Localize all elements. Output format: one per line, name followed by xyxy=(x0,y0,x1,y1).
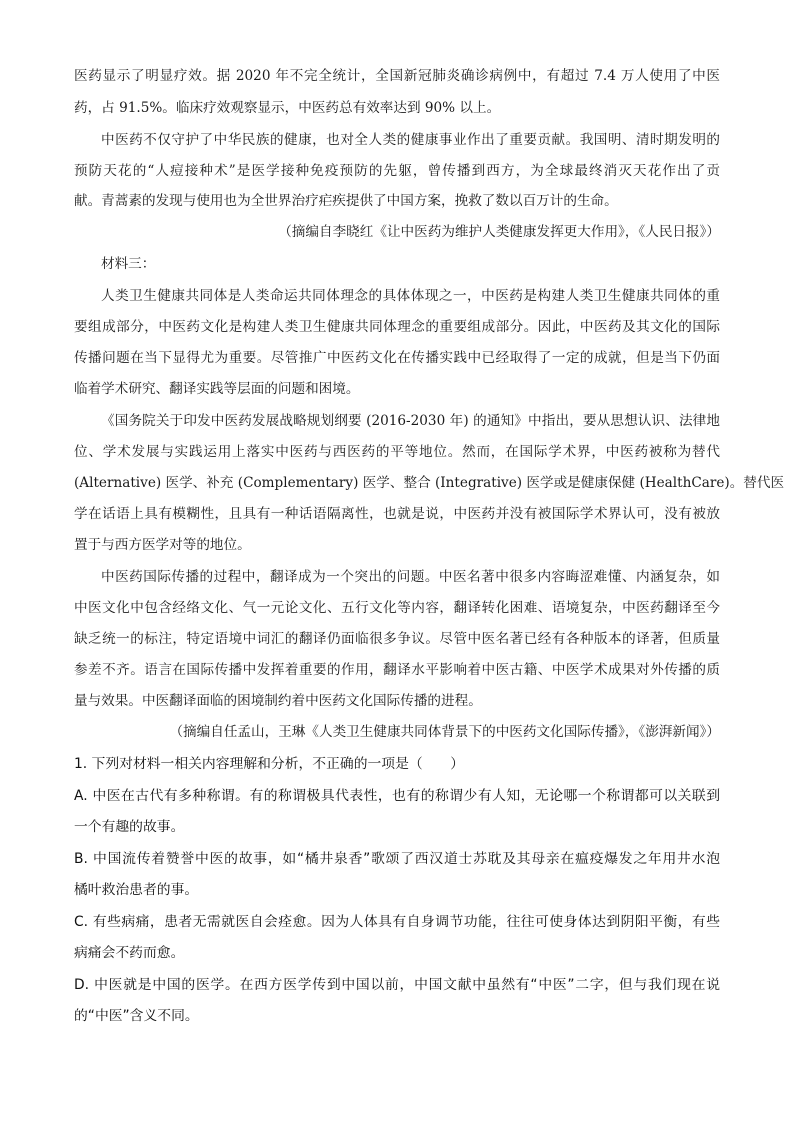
option-d-line1: D. 中医就是中国的医学。在西方医学传到中国以前，中国文献中虽然有“中医”二字，但与我们现在说 xyxy=(74,977,720,993)
material3-p2-line2: 位、学术发展与实践运用上落实中医药与西医药的平等地位。然而，在国际学术界，中医药被称为替代 xyxy=(74,444,720,460)
material3-p1-line2: 要组成部分，中医药文化是构建人类卫生健康共同体理念的重要组成部分。因此，中医药及其文化的国际 xyxy=(74,319,720,335)
material2-p2-line2: 预防天花的“人痘接种术”是医学接种免疫预防的先躯，曾传播到西方，为全球最终消灭天花作出了贡 xyxy=(74,163,720,179)
material3-p2-line1: 《国务院关于印发中医药发展战略规划纲要 (2016-2030 年) 的通知》中指出，要从思想认识、法律地 xyxy=(101,413,720,429)
option-d-line2: 的“中医”含义不同。 xyxy=(74,1008,199,1024)
material3-p1-line1: 人类卫生健康共同体是人类命运共同体理念的具体体现之一，中医药是构建人类卫生健康共同体的重 xyxy=(101,288,720,304)
material3-p3-line4: 参差不齐。语言在国际传播中发挥着重要的作用，翻译水平影响着中医古籍、中医学术成果对外传播的质 xyxy=(74,662,720,678)
material3-p1-line4: 临着学术研究、翻译实践等层面的问题和困境。 xyxy=(74,381,360,397)
material3-p2-line4: 学在话语上具有模糊性，且具有一种话语隔离性，也就是说，中医药并没有被国际学术界认可，没有被放 xyxy=(74,506,720,522)
material3-p2-line3: (Alternative) 医学、补充 (Complementary) 医学、整合 (Integrative) 医学或是健康保健 (HealthCare)。替代医 xyxy=(74,475,785,491)
material3-label: 材料三： xyxy=(101,256,156,272)
material2-p2-line1: 中医药不仅守护了中华民族的健康，也对全人类的健康事业作出了重要贡献。我国明、清时期发明的 xyxy=(101,132,720,148)
material2-p1-line1: 医药显示了明显疗效。据 2020 年不完全统计，全国新冠肺炎确诊病例中，有超过 7.4 万人使用了中医 xyxy=(74,68,720,84)
material2-p1-line2: 药，占 91.5%。临床疗效观察显示，中医药总有效率达到 90% 以上。 xyxy=(74,100,501,116)
option-a-line1: A. 中医在古代有多种称谓。有的称谓极具代表性，也有的称谓少有人知，无论哪一个称谓都可以关联到 xyxy=(74,788,720,804)
material3-p3-line3: 缺乏统一的标注，特定语境中词汇的翻译仍面临很多争议。尽管中医名著已经有各种版本的译著，但质量 xyxy=(74,631,720,647)
option-c-line2: 病痛会不药而愈。 xyxy=(74,945,185,961)
question-1-stem: 1. 下列对材料一相关内容理解和分析，不正确的一项是（ ） xyxy=(74,756,465,772)
option-b-line1: B. 中国流传着赞誉中医的故事，如“橘井泉香”歌颂了西汉道士苏耽及其母亲在瘟疫爆发之年用井水泡 xyxy=(74,851,720,867)
material3-p3-line2: 中医文化中包含经络文化、气一元论文化、五行文化等内容，翻译转化困难、语境复杂，中医药翻译至今 xyxy=(74,600,720,616)
material3-p3-line1: 中医药国际传播的过程中，翻译成为一个突出的问题。中医名著中很多内容晦涩难懂、内涵复杂，如 xyxy=(101,569,720,585)
material2-p2-line3: 献。青蒿素的发现与使用也为全世界治疗疟疾提供了中国方案，挽救了数以百万计的生命。 xyxy=(74,193,618,209)
material3-p1-line3: 传播问题在当下显得尤为重要。尽管推广中医药文化在传播实践中已经取得了一定的成就，但是当下仍面 xyxy=(74,350,720,366)
material3-p2-line5: 置于与西方医学对等的地位。 xyxy=(74,537,251,553)
option-a-line2: 一个有趣的故事。 xyxy=(74,819,185,835)
material3-p3-line5: 量与效果。中医翻译面临的困境制约着中医药文化国际传播的进程。 xyxy=(74,693,482,709)
material2-source: （摘编自李晓红《让中医药为维护人类健康发挥更大作用》，《人民日报》） xyxy=(278,224,720,240)
option-c-line1: C. 有些病痛，患者无需就医自会痊愈。因为人体具有自身调节功能，往往可使身体达到阴阳平衡，有些 xyxy=(74,914,720,930)
material3-source: （摘编自任孟山，王琳《人类卫生健康共同体背景下的中医药文化国际传播》，《澎湃新闻》） xyxy=(169,724,720,740)
option-b-line2: 橘叶救治患者的事。 xyxy=(74,882,199,898)
